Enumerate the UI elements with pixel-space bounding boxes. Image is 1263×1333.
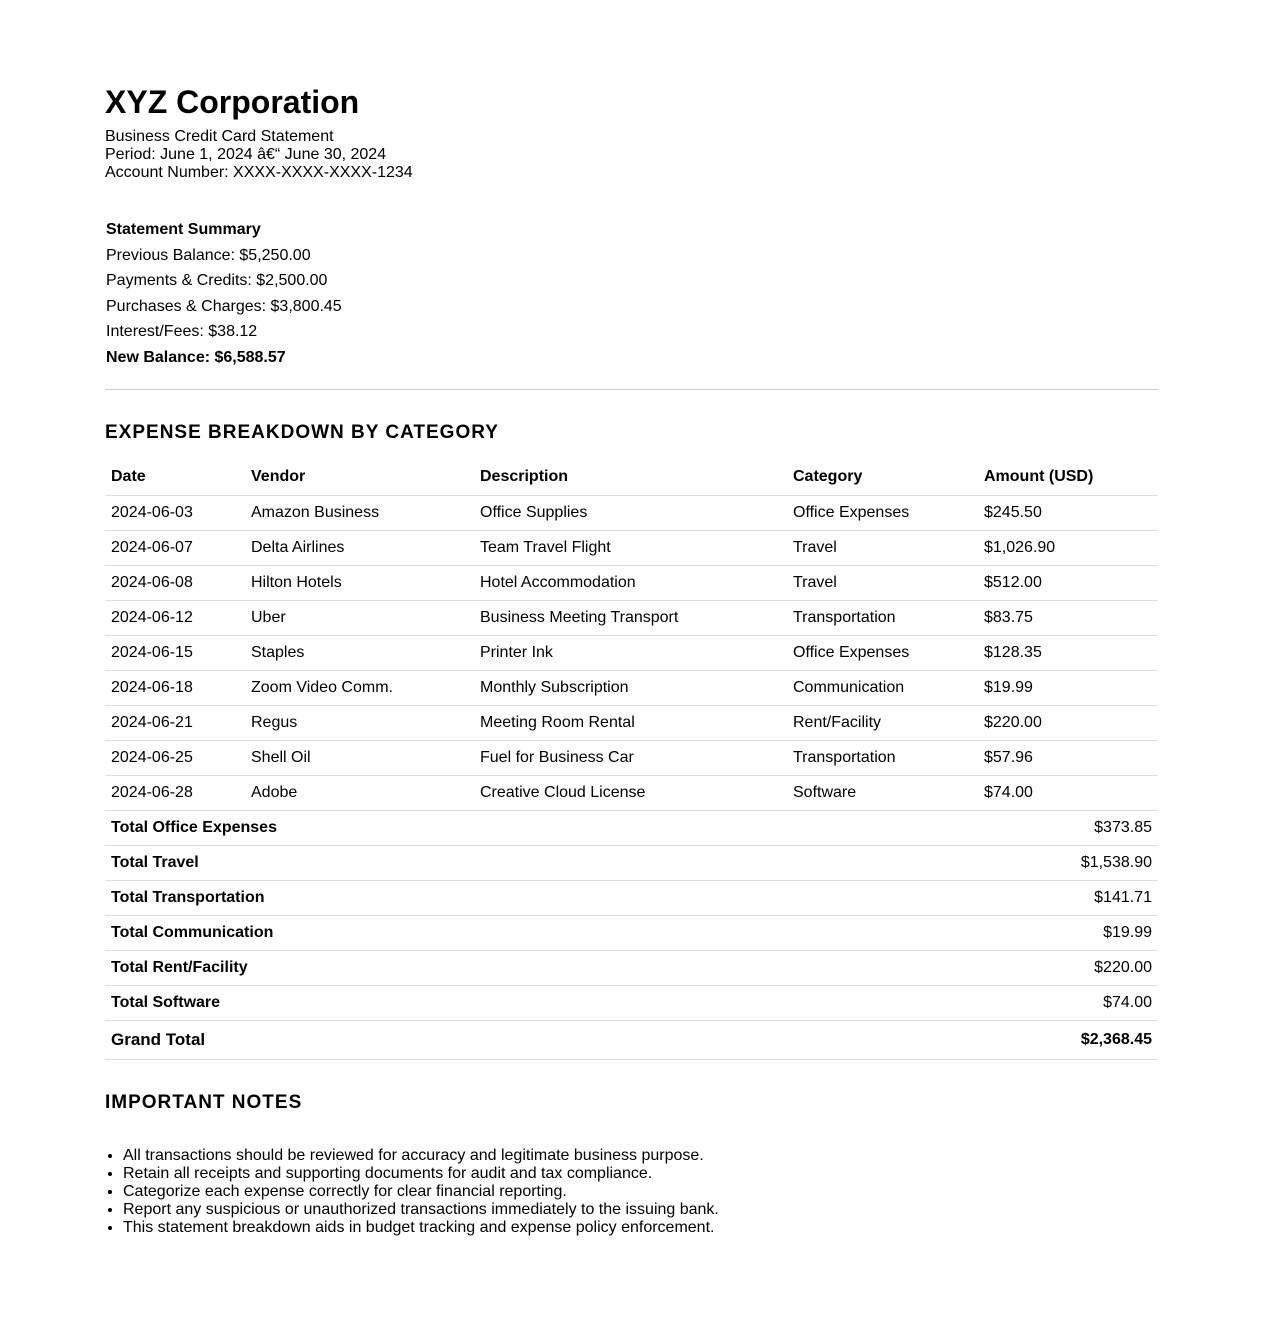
cell-vendor: Zoom Video Comm.	[245, 670, 474, 705]
statement-meta	[105, 128, 1158, 182]
grand-total-label: Grand Total	[105, 1020, 978, 1059]
cell-date: 2024-06-15	[105, 635, 245, 670]
total-label: Total Communication	[105, 915, 978, 950]
total-amount: $1,538.90	[978, 845, 1158, 880]
total-label: Total Rent/Facility	[105, 950, 978, 985]
notes-section-title: IMPORTANT NOTES	[105, 1091, 303, 1113]
cell-description: Hotel Accommodation	[474, 565, 787, 600]
cell-amount: $83.75	[978, 600, 1158, 635]
table-row	[105, 775, 1158, 810]
cell-category: Software	[787, 775, 978, 810]
statement-period: Period: June 1, 2024 â€“ June 30, 2024	[105, 146, 387, 163]
cell-date: 2024-06-07	[105, 530, 245, 565]
cell-description: Team Travel Flight	[474, 530, 787, 565]
cell-amount: $57.96	[978, 740, 1158, 775]
list-item: • This statement breakdown aids in budget tracking and expense policy enforcement.	[123, 1219, 1158, 1237]
cell-vendor: Shell Oil	[245, 740, 474, 775]
table-row	[105, 495, 1158, 530]
cell-category: Office Expenses	[787, 495, 978, 530]
cell-date: 2024-06-18	[105, 670, 245, 705]
expense-table	[105, 460, 1158, 1060]
cell-vendor: Staples	[245, 635, 474, 670]
cell-description: Meeting Room Rental	[474, 705, 787, 740]
section-divider	[105, 389, 1158, 390]
total-label: Total Travel	[105, 845, 978, 880]
cell-category: Communication	[787, 670, 978, 705]
cell-amount: $128.35	[978, 635, 1158, 670]
statement-summary	[105, 217, 1158, 371]
table-row	[105, 600, 1158, 635]
cell-amount: $220.00	[978, 705, 1158, 740]
table-row	[105, 705, 1158, 740]
cell-description: Business Meeting Transport	[474, 600, 787, 635]
cell-vendor: Hilton Hotels	[245, 565, 474, 600]
table-row	[105, 670, 1158, 705]
cell-description: Office Supplies	[474, 495, 787, 530]
cell-date: 2024-06-03	[105, 495, 245, 530]
table-row	[105, 740, 1158, 775]
cell-date: 2024-06-08	[105, 565, 245, 600]
table-row	[105, 635, 1158, 670]
category-total-row	[105, 810, 1158, 845]
expense-table-header	[105, 460, 1158, 496]
column-header-vendor: Vendor	[245, 460, 474, 496]
column-header-description: Description	[474, 460, 787, 496]
cell-amount: $74.00	[978, 775, 1158, 810]
cell-amount: $245.50	[978, 495, 1158, 530]
cell-vendor: Uber	[245, 600, 474, 635]
summary-previous-balance: Previous Balance: $5,250.00	[106, 246, 311, 264]
category-total-row	[105, 950, 1158, 985]
cell-date: 2024-06-28	[105, 775, 245, 810]
total-amount: $373.85	[978, 810, 1158, 845]
summary-purchases-charges: Purchases & Charges: $3,800.45	[106, 297, 342, 315]
statement-page	[105, 84, 1158, 1237]
list-item: • Categorize each expense correctly for clear financial reporting.	[123, 1183, 1158, 1201]
category-total-row	[105, 985, 1158, 1020]
cell-amount: $1,026.90	[978, 530, 1158, 565]
summary-title: Statement Summary	[106, 221, 261, 238]
cell-category: Office Expenses	[787, 635, 978, 670]
cell-vendor: Amazon Business	[245, 495, 474, 530]
list-item: • Report any suspicious or unauthorized transactions immediately to the issuing bank.	[123, 1201, 1158, 1219]
category-total-row	[105, 915, 1158, 950]
account-number: Account Number: XXXX-XXXX-XXXX-1234	[105, 164, 413, 181]
cell-category: Transportation	[787, 740, 978, 775]
cell-description: Creative Cloud License	[474, 775, 787, 810]
category-total-row	[105, 880, 1158, 915]
summary-interest-fees: Interest/Fees: $38.12	[106, 323, 258, 341]
cell-description: Fuel for Business Car	[474, 740, 787, 775]
cell-description: Monthly Subscription	[474, 670, 787, 705]
total-amount: $220.00	[978, 950, 1158, 985]
cell-category: Transportation	[787, 600, 978, 635]
cell-date: 2024-06-25	[105, 740, 245, 775]
cell-vendor: Regus	[245, 705, 474, 740]
list-item: • Retain all receipts and supporting documents for audit and tax compliance.	[123, 1165, 1158, 1183]
total-amount: $19.99	[978, 915, 1158, 950]
statement-subtitle: Business Credit Card Statement	[105, 128, 334, 145]
column-header-amount: Amount (USD)	[978, 460, 1158, 496]
total-amount: $141.71	[978, 880, 1158, 915]
cell-amount: $19.99	[978, 670, 1158, 705]
total-label: Total Office Expenses	[105, 810, 978, 845]
cell-description: Printer Ink	[474, 635, 787, 670]
cell-category: Rent/Facility	[787, 705, 978, 740]
cell-category: Travel	[787, 530, 978, 565]
company-name: XYZ Corporation	[105, 84, 360, 120]
column-header-date: Date	[105, 460, 245, 496]
cell-category: Travel	[787, 565, 978, 600]
table-row	[105, 530, 1158, 565]
total-amount: $74.00	[978, 985, 1158, 1020]
cell-vendor: Delta Airlines	[245, 530, 474, 565]
cell-amount: $512.00	[978, 565, 1158, 600]
summary-new-balance: New Balance: $6,588.57	[106, 348, 286, 366]
column-header-category: Category	[787, 460, 978, 496]
notes-list	[105, 1147, 1158, 1237]
list-item: • All transactions should be reviewed for accuracy and legitimate business purpose.	[123, 1147, 1158, 1165]
summary-payments-credits: Payments & Credits: $2,500.00	[106, 272, 328, 290]
cell-date: 2024-06-12	[105, 600, 245, 635]
grand-total-amount: $2,368.45	[978, 1020, 1158, 1059]
expense-section-title: EXPENSE BREAKDOWN BY CATEGORY	[105, 421, 499, 443]
category-total-row	[105, 845, 1158, 880]
grand-total-row	[105, 1020, 1158, 1059]
cell-date: 2024-06-21	[105, 705, 245, 740]
cell-vendor: Adobe	[245, 775, 474, 810]
total-label: Total Transportation	[105, 880, 978, 915]
total-label: Total Software	[105, 985, 978, 1020]
table-row	[105, 565, 1158, 600]
